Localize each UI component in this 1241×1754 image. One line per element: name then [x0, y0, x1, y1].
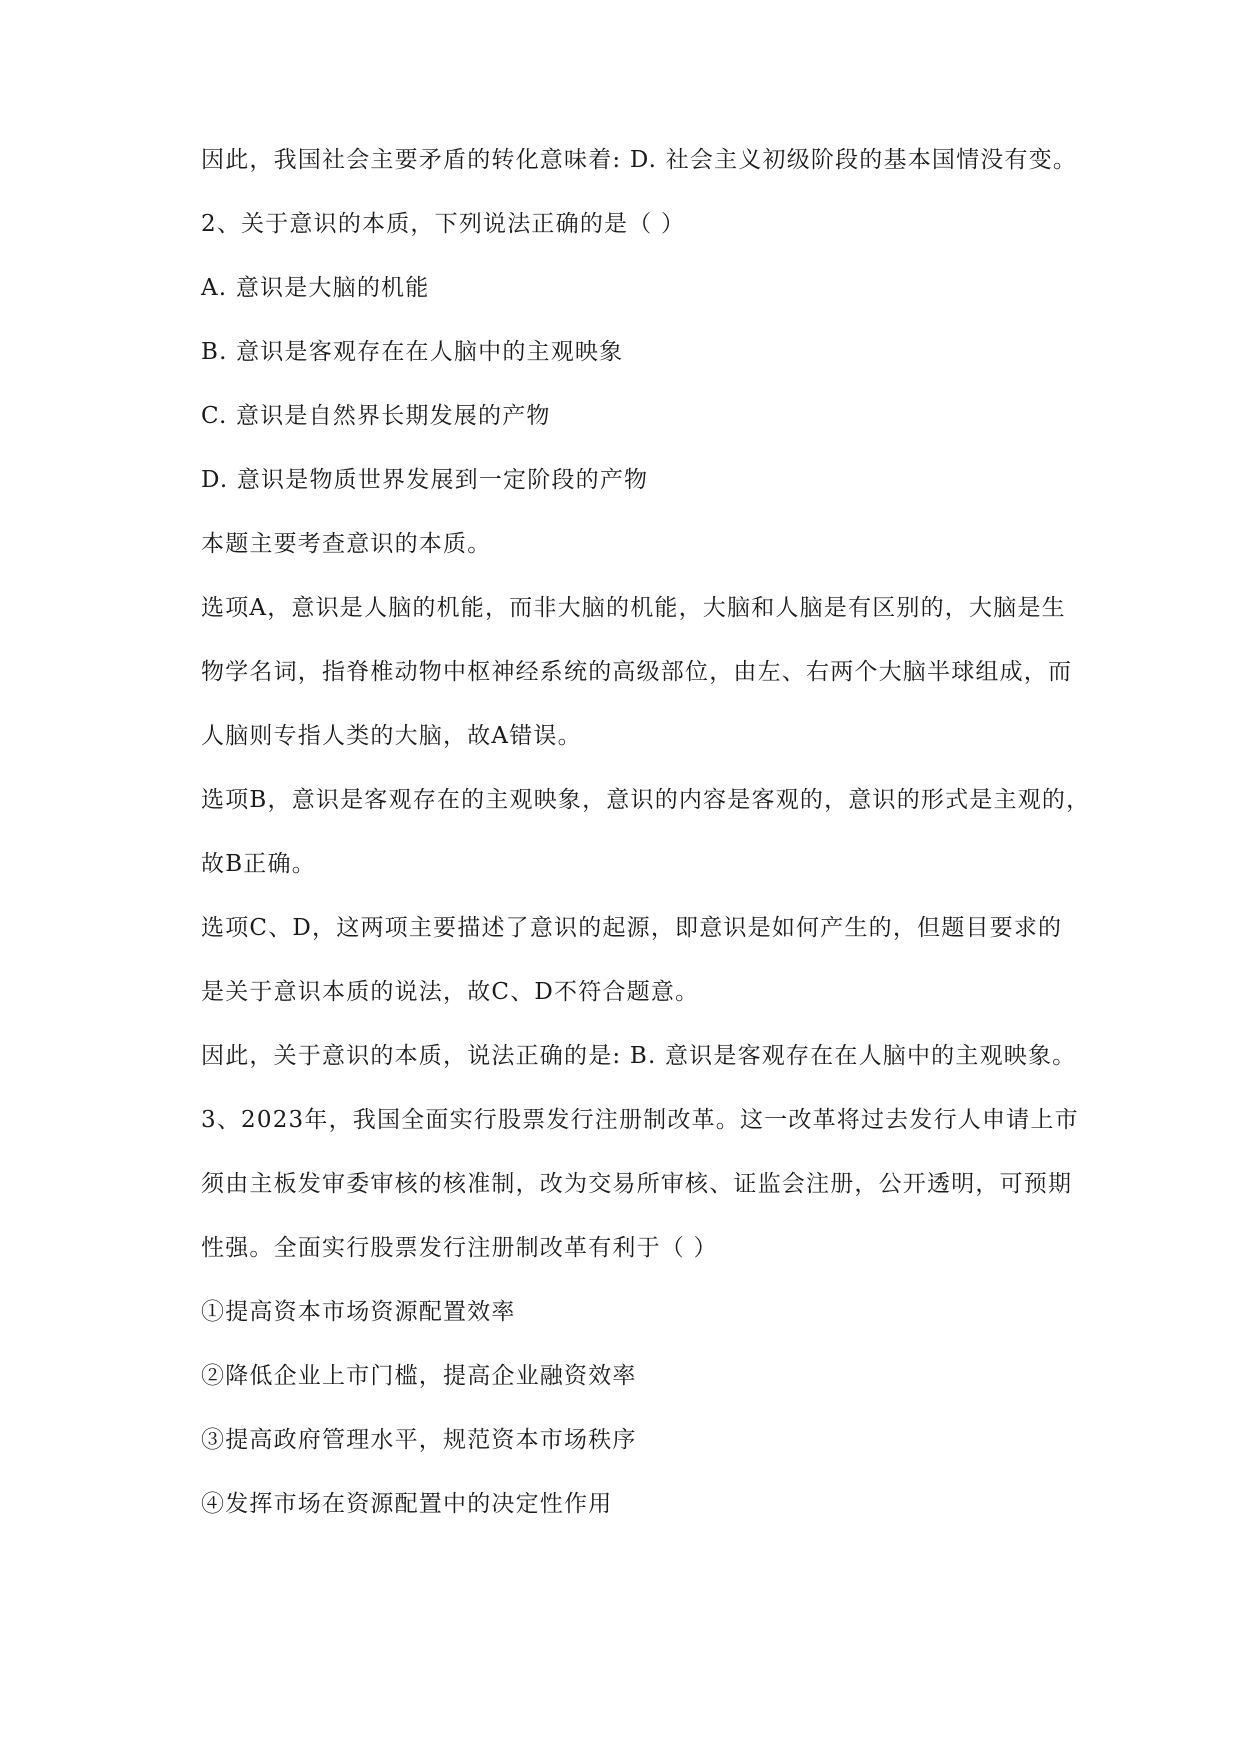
question-2-option-d: D. 意识是物质世界发展到一定阶段的产物 — [201, 467, 649, 493]
question-3-stem-line-1: 3、2023年，我国全面实行股票发行注册制改革。这一改革将过去发行人申请上市 — [201, 1107, 1079, 1133]
question-3-item-2: ②降低企业上市门槛，提高企业融资效率 — [201, 1363, 637, 1389]
question-2-option-c: C. 意识是自然界长期发展的产物 — [201, 403, 551, 429]
conclusion-q1-text: 因此，我国社会主要矛盾的转化意味着: D. 社会主义初级阶段的基本国情没有变。 — [201, 147, 1078, 173]
question-2-stem: 2、关于意识的本质，下列说法正确的是（ ） — [201, 211, 686, 237]
analysis-option-cd-line-1: 选项C、D，这两项主要描述了意识的起源，即意识是如何产生的，但题目要求的 — [201, 915, 1063, 941]
analysis-option-a-line-3: 人脑则专指人类的大脑，故A错误。 — [201, 723, 582, 749]
analysis-option-a-line-2: 物学名词，指脊椎动物中枢神经系统的高级部位，由左、右两个大脑半球组成，而 — [201, 659, 1073, 685]
analysis-option-b-line-1: 选项B，意识是客观存在的主观映象，意识的内容是客观的，意识的形式是主观的， — [201, 787, 1091, 813]
analysis-option-b-line-2: 故B正确。 — [201, 851, 316, 877]
document-body — [201, 144, 1091, 1552]
analysis-intro: 本题主要考查意识的本质。 — [201, 531, 492, 557]
question-3-item-1: ①提高资本市场资源配置效率 — [201, 1299, 516, 1325]
analysis-option-cd-line-2: 是关于意识本质的说法，故C、D不符合题意。 — [201, 979, 700, 1005]
question-3-stem-line-2: 须由主板发审委审核的核准制，改为交易所审核、证监会注册，公开透明，可预期 — [201, 1171, 1073, 1197]
analysis-option-a-line-1: 选项A，意识是人脑的机能，而非大脑的机能，大脑和人脑是有区别的，大脑是生 — [201, 595, 1066, 621]
question-2-option-a: A. 意识是大脑的机能 — [201, 275, 430, 301]
question-2-option-b: B. 意识是客观存在在人脑中的主观映象 — [201, 339, 624, 365]
question-3-stem-line-3: 性强。全面实行股票发行注册制改革有利于（ ） — [201, 1235, 718, 1261]
question-3-item-4: ④发挥市场在资源配置中的决定性作用 — [201, 1491, 613, 1517]
conclusion-q2-text: 因此，关于意识的本质，说法正确的是: B. 意识是客观存在在人脑中的主观映象。 — [201, 1043, 1077, 1069]
question-3-item-3: ③提高政府管理水平，规范资本市场秩序 — [201, 1427, 637, 1453]
